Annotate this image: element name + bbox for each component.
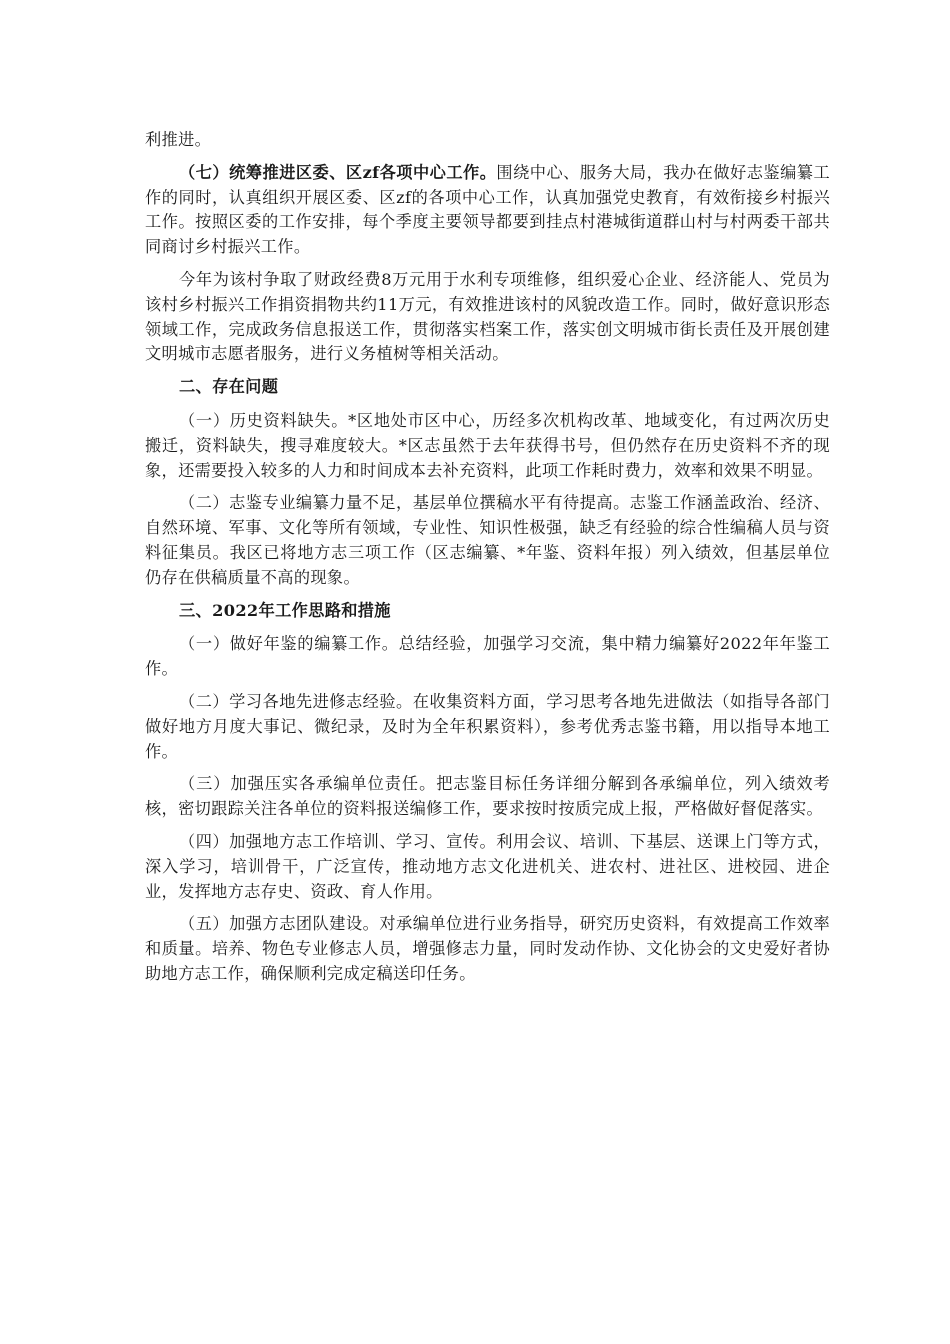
heading-problems: 二、存在问题: [179, 377, 279, 397]
problem-item-2: （二）志鉴专业编纂力量不足，基层单位撰稿水平有待提高。志鉴工作涵盖政治、经济、自然环境、军事、文化等所有领域，专业性、知识性极强，缺乏有经验的综合性编稿人员与资料征集员。我区已将地方志三项工作（区志编纂、*年鉴、资料年报）列入绩效，但基层单位仍存在供稿质量不高的现象。: [145, 493, 830, 587]
measure-item-1: （一）做好年鉴的编纂工作。总结经验，加强学习交流，集中精力编纂好2022年年鉴工作。: [145, 634, 830, 679]
section-7-lead: （七）统筹推进区委、区zf各项中心工作。: [179, 162, 497, 182]
section-7-text: 围绕中心、服务大局，我办在做好志鉴编纂工作的同时，认真组织开展区委、区zf的各项中心工作，认真加强党史教育，有效衔接乡村振兴工作。按照区委的工作安排，每个季度主要领导都要到挂点村港城街道群山村与村两委干部共同商讨乡村振兴工作。: [145, 162, 831, 257]
document-page: [145, 128, 830, 995]
section-7-paragraph-2: 今年为该村争取了财政经费8万元用于水利专项维修，组织爱心企业、经济能人、党员为该村乡村振兴工作捐资捐物共约11万元，有效推进该村的风貌改造工作。同时，做好意识形态领域工作，完成政务信息报送工作，贯彻落实档案工作，落实创文明城市街长责任及开展创建文明城市志愿者服务，进行义务植树等相关活动。: [145, 269, 830, 364]
continuation-text: 利推进。: [145, 130, 212, 149]
measure-item-5: （五）加强方志团队建设。对承编单位进行业务指导，研究历史资料，有效提高工作效率和质量。培养、物色专业修志人员，增强修志力量，同时发动作协、文化协会的文史爱好者协助地方志工作，确保顺利完成定稿送印任务。: [145, 914, 830, 983]
measure-item-4: （四）加强地方志工作培训、学习、宣传。利用会议、培训、下基层、送课上门等方式，深入学习，培训骨干，广泛宣传，推动地方志文化进机关、进农村、进社区、进校园、进企业，发挥地方志存史、资政、育人作用。: [145, 831, 830, 901]
measure-item-3: （三）加强压实各承编单位责任。把志鉴目标任务详细分解到各承编单位，列入绩效考核，密切跟踪关注各单位的资料报送编修工作，要求按时按质完成上报，严格做好督促落实。: [145, 774, 830, 819]
problem-item-1: （一）历史资料缺失。*区地处市区中心，历经多次机构改革、地域变化，有过两次历史搬迁，资料缺失，搜寻难度较大。*区志虽然于去年获得书号，但仍然存在历史资料不齐的现象，还需要投入较多的人力和时间成本去补充资料，此项工作耗时费力，效率和效果不明显。: [145, 410, 830, 480]
heading-measures: 三、2022年工作思路和措施: [179, 600, 391, 620]
section-7-paragraph: [145, 161, 830, 260]
measure-item-2: （二）学习各地先进修志经验。在收集资料方面，学习思考各地先进做法（如指导各部门做好地方月度大事记、微纪录，及时为全年积累资料），参考优秀志鉴书籍，用以指导本地工作。: [145, 691, 830, 761]
